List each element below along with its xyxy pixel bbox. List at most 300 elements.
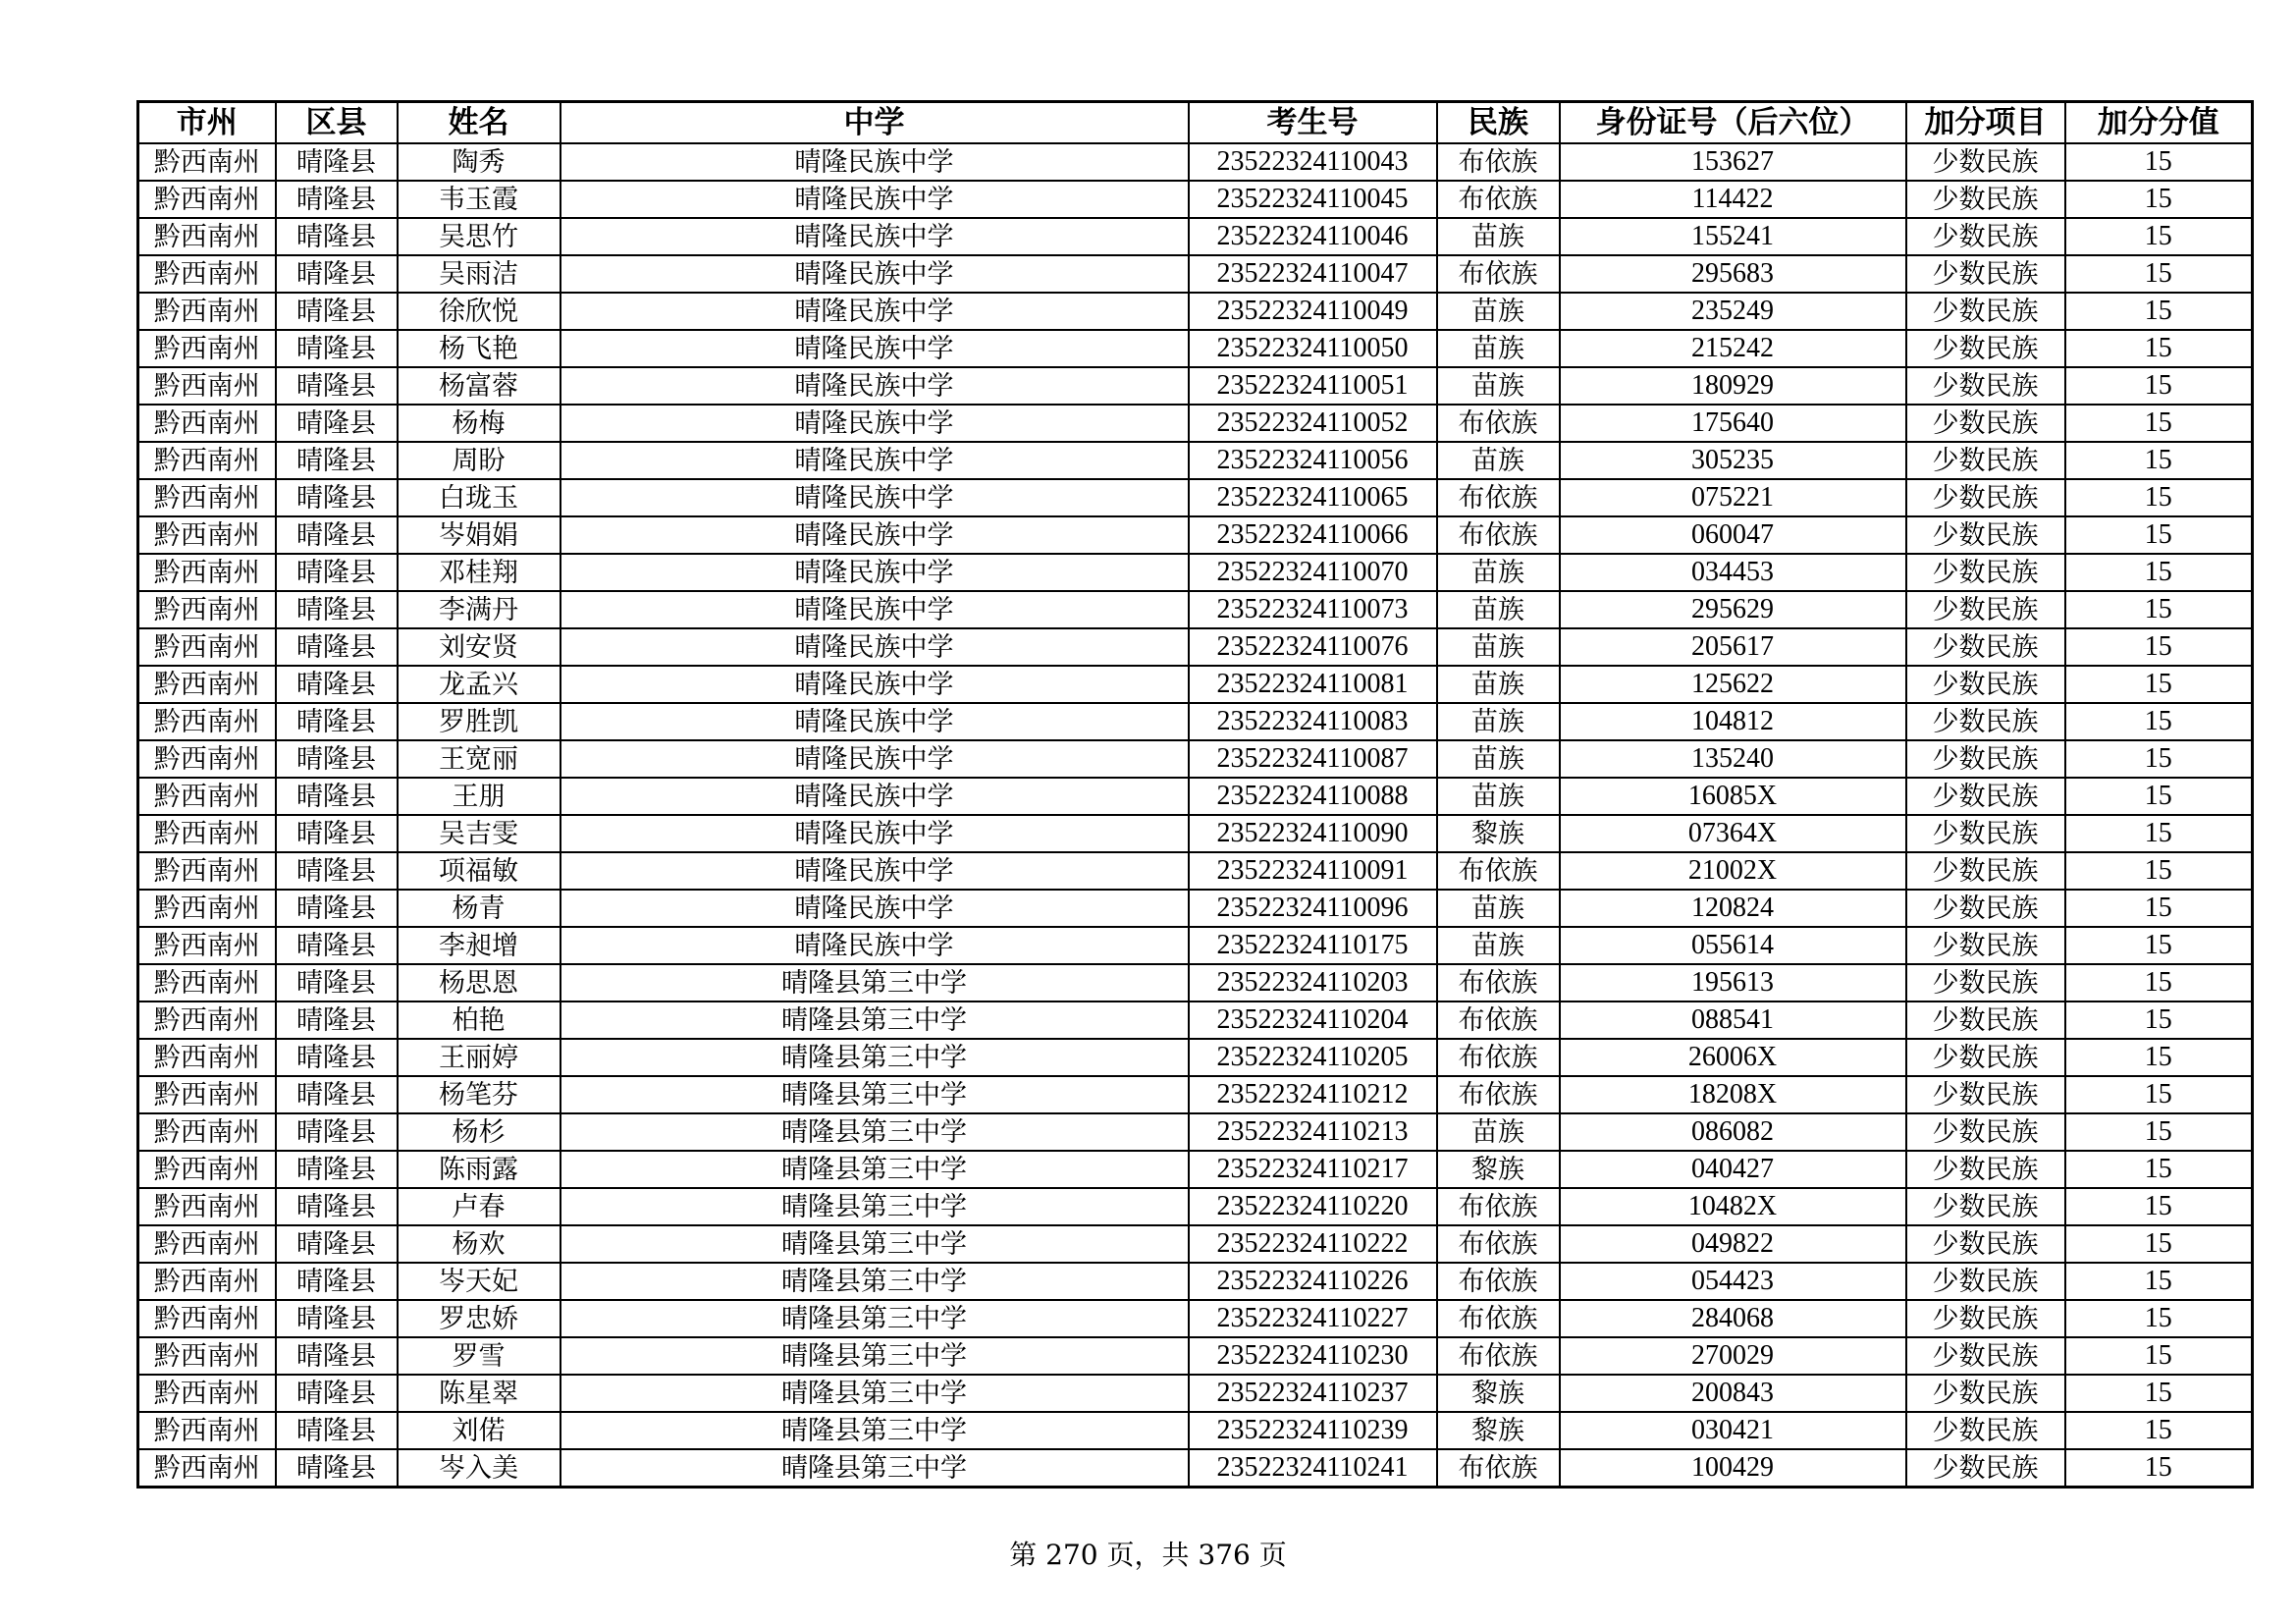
cell-county: 晴隆县 [276,591,398,628]
cell-ethnicity: 苗族 [1437,293,1560,330]
cell-id-suffix: 205617 [1560,628,1906,666]
cell-id-suffix: 270029 [1560,1337,1906,1375]
cell-city: 黔西南州 [138,815,276,852]
cell-county: 晴隆县 [276,554,398,591]
cell-exam-number: 23522324110049 [1189,293,1437,330]
cell-exam-number: 23522324110052 [1189,405,1437,442]
cell-school: 晴隆民族中学 [561,405,1189,442]
cell-school: 晴隆县第三中学 [561,1113,1189,1151]
table-row [138,1225,2253,1263]
cell-county: 晴隆县 [276,516,398,554]
cell-id-suffix: 180929 [1560,367,1906,405]
cell-county: 晴隆县 [276,815,398,852]
cell-city: 黔西南州 [138,890,276,927]
cell-name: 岑天妃 [398,1263,561,1300]
cell-bonus-score: 15 [2065,666,2253,703]
cell-bonus-item: 少数民族 [1906,1412,2065,1449]
cell-school: 晴隆民族中学 [561,852,1189,890]
cell-name: 柏艳 [398,1001,561,1039]
cell-ethnicity: 苗族 [1437,890,1560,927]
cell-bonus-score: 15 [2065,1375,2253,1412]
cell-bonus-item: 少数民族 [1906,330,2065,367]
cell-county: 晴隆县 [276,1263,398,1300]
table-row [138,1412,2253,1449]
cell-school: 晴隆县第三中学 [561,1337,1189,1375]
cell-id-suffix: 07364X [1560,815,1906,852]
cell-ethnicity: 苗族 [1437,666,1560,703]
cell-id-suffix: 114422 [1560,181,1906,218]
cell-county: 晴隆县 [276,330,398,367]
cell-ethnicity: 布依族 [1437,405,1560,442]
cell-bonus-score: 15 [2065,1225,2253,1263]
cell-id-suffix: 21002X [1560,852,1906,890]
cell-ethnicity: 布依族 [1437,255,1560,293]
cell-name: 邓桂翔 [398,554,561,591]
cell-bonus-score: 15 [2065,1151,2253,1188]
cell-id-suffix: 040427 [1560,1151,1906,1188]
cell-exam-number: 23522324110175 [1189,927,1437,964]
cell-ethnicity: 苗族 [1437,330,1560,367]
cell-ethnicity: 黎族 [1437,1412,1560,1449]
table-row [138,890,2253,927]
column-header-ethnicity: 民族 [1437,102,1560,144]
cell-exam-number: 23522324110056 [1189,442,1437,479]
cell-exam-number: 23522324110226 [1189,1263,1437,1300]
cell-city: 黔西南州 [138,927,276,964]
cell-id-suffix: 284068 [1560,1300,1906,1337]
cell-county: 晴隆县 [276,1337,398,1375]
cell-name: 陈雨露 [398,1151,561,1188]
cell-exam-number: 23522324110241 [1189,1449,1437,1488]
cell-bonus-item: 少数民族 [1906,964,2065,1001]
cell-county: 晴隆县 [276,1076,398,1113]
cell-bonus-item: 少数民族 [1906,405,2065,442]
cell-bonus-item: 少数民族 [1906,628,2065,666]
cell-name: 杨飞艳 [398,330,561,367]
table-row [138,1001,2253,1039]
cell-bonus-score: 15 [2065,1188,2253,1225]
table-row [138,181,2253,218]
cell-bonus-item: 少数民族 [1906,815,2065,852]
cell-ethnicity: 布依族 [1437,964,1560,1001]
cell-exam-number: 23522324110096 [1189,890,1437,927]
cell-school: 晴隆民族中学 [561,591,1189,628]
cell-exam-number: 23522324110227 [1189,1300,1437,1337]
cell-id-suffix: 175640 [1560,405,1906,442]
cell-school: 晴隆县第三中学 [561,1188,1189,1225]
cell-city: 黔西南州 [138,255,276,293]
table-row [138,1375,2253,1412]
cell-name: 陶秀 [398,143,561,181]
cell-id-suffix: 153627 [1560,143,1906,181]
cell-county: 晴隆县 [276,367,398,405]
cell-city: 黔西南州 [138,778,276,815]
cell-id-suffix: 305235 [1560,442,1906,479]
cell-id-suffix: 100429 [1560,1449,1906,1488]
cell-bonus-item: 少数民族 [1906,778,2065,815]
cell-name: 岑娟娟 [398,516,561,554]
cell-bonus-item: 少数民族 [1906,591,2065,628]
cell-ethnicity: 苗族 [1437,703,1560,740]
cell-bonus-score: 15 [2065,964,2253,1001]
cell-ethnicity: 苗族 [1437,554,1560,591]
cell-city: 黔西南州 [138,479,276,516]
cell-exam-number: 23522324110090 [1189,815,1437,852]
cell-school: 晴隆县第三中学 [561,1263,1189,1300]
cell-bonus-score: 15 [2065,1263,2253,1300]
table-row [138,293,2253,330]
cell-city: 黔西南州 [138,143,276,181]
cell-bonus-score: 15 [2065,927,2253,964]
cell-city: 黔西南州 [138,666,276,703]
cell-county: 晴隆县 [276,1113,398,1151]
cell-county: 晴隆县 [276,1188,398,1225]
cell-ethnicity: 苗族 [1437,591,1560,628]
table-row [138,740,2253,778]
cell-ethnicity: 苗族 [1437,367,1560,405]
cell-county: 晴隆县 [276,703,398,740]
column-header-school: 中学 [561,102,1189,144]
cell-bonus-score: 15 [2065,740,2253,778]
cell-bonus-item: 少数民族 [1906,1151,2065,1188]
cell-county: 晴隆县 [276,666,398,703]
cell-county: 晴隆县 [276,1300,398,1337]
table-row [138,1300,2253,1337]
cell-ethnicity: 苗族 [1437,442,1560,479]
cell-school: 晴隆民族中学 [561,666,1189,703]
cell-bonus-item: 少数民族 [1906,554,2065,591]
cell-ethnicity: 布依族 [1437,516,1560,554]
cell-id-suffix: 104812 [1560,703,1906,740]
cell-school: 晴隆县第三中学 [561,964,1189,1001]
cell-name: 吴雨洁 [398,255,561,293]
cell-county: 晴隆县 [276,255,398,293]
cell-city: 黔西南州 [138,628,276,666]
cell-city: 黔西南州 [138,1300,276,1337]
cell-city: 黔西南州 [138,516,276,554]
cell-exam-number: 23522324110212 [1189,1076,1437,1113]
cell-bonus-score: 15 [2065,1300,2253,1337]
cell-school: 晴隆县第三中学 [561,1449,1189,1488]
cell-school: 晴隆民族中学 [561,442,1189,479]
cell-bonus-item: 少数民族 [1906,218,2065,255]
cell-city: 黔西南州 [138,367,276,405]
cell-school: 晴隆民族中学 [561,927,1189,964]
table-row [138,1188,2253,1225]
cell-bonus-item: 少数民族 [1906,1188,2065,1225]
cell-name: 项福敏 [398,852,561,890]
column-header-bonus-score: 加分分值 [2065,102,2253,144]
cell-name: 刘偌 [398,1412,561,1449]
cell-city: 黔西南州 [138,964,276,1001]
table-row [138,218,2253,255]
cell-ethnicity: 布依族 [1437,479,1560,516]
cell-exam-number: 23522324110065 [1189,479,1437,516]
cell-bonus-score: 15 [2065,1113,2253,1151]
table-row [138,1151,2253,1188]
cell-id-suffix: 030421 [1560,1412,1906,1449]
cell-name: 刘安贤 [398,628,561,666]
cell-bonus-score: 15 [2065,143,2253,181]
cell-name: 罗雪 [398,1337,561,1375]
cell-bonus-item: 少数民族 [1906,1449,2065,1488]
cell-bonus-score: 15 [2065,815,2253,852]
cell-bonus-item: 少数民族 [1906,1263,2065,1300]
cell-id-suffix: 16085X [1560,778,1906,815]
cell-bonus-item: 少数民族 [1906,1375,2065,1412]
score-bonus-table [136,100,2254,1489]
cell-school: 晴隆民族中学 [561,218,1189,255]
cell-bonus-score: 15 [2065,405,2253,442]
cell-bonus-item: 少数民族 [1906,890,2065,927]
cell-city: 黔西南州 [138,1113,276,1151]
cell-name: 王朋 [398,778,561,815]
column-header-id-suffix: 身份证号（后六位） [1560,102,1906,144]
table-row [138,1449,2253,1488]
table-row [138,927,2253,964]
column-header-bonus-item: 加分项目 [1906,102,2065,144]
cell-city: 黔西南州 [138,703,276,740]
cell-county: 晴隆县 [276,293,398,330]
cell-id-suffix: 195613 [1560,964,1906,1001]
cell-county: 晴隆县 [276,1412,398,1449]
cell-name: 龙孟兴 [398,666,561,703]
cell-county: 晴隆县 [276,1151,398,1188]
cell-name: 周盼 [398,442,561,479]
cell-school: 晴隆民族中学 [561,628,1189,666]
cell-bonus-item: 少数民族 [1906,516,2065,554]
cell-id-suffix: 235249 [1560,293,1906,330]
cell-city: 黔西南州 [138,1188,276,1225]
cell-id-suffix: 295683 [1560,255,1906,293]
cell-bonus-score: 15 [2065,255,2253,293]
cell-bonus-score: 15 [2065,554,2253,591]
cell-city: 黔西南州 [138,852,276,890]
cell-bonus-score: 15 [2065,890,2253,927]
table-row [138,516,2253,554]
cell-ethnicity: 布依族 [1437,852,1560,890]
cell-bonus-item: 少数民族 [1906,1300,2065,1337]
cell-city: 黔西南州 [138,218,276,255]
table-row [138,1263,2253,1300]
cell-county: 晴隆县 [276,1001,398,1039]
cell-ethnicity: 苗族 [1437,740,1560,778]
cell-bonus-score: 15 [2065,181,2253,218]
cell-school: 晴隆县第三中学 [561,1151,1189,1188]
cell-name: 杨思恩 [398,964,561,1001]
cell-ethnicity: 布依族 [1437,181,1560,218]
cell-exam-number: 23522324110066 [1189,516,1437,554]
cell-name: 杨青 [398,890,561,927]
cell-bonus-item: 少数民族 [1906,143,2065,181]
cell-exam-number: 23522324110087 [1189,740,1437,778]
cell-bonus-item: 少数民族 [1906,255,2065,293]
cell-name: 杨杉 [398,1113,561,1151]
cell-name: 李昶增 [398,927,561,964]
cell-county: 晴隆县 [276,964,398,1001]
cell-ethnicity: 黎族 [1437,1375,1560,1412]
cell-exam-number: 23522324110091 [1189,852,1437,890]
cell-bonus-score: 15 [2065,852,2253,890]
cell-name: 杨笔芬 [398,1076,561,1113]
cell-bonus-score: 15 [2065,591,2253,628]
cell-bonus-item: 少数民族 [1906,852,2065,890]
cell-city: 黔西南州 [138,554,276,591]
table-row [138,554,2253,591]
cell-exam-number: 23522324110237 [1189,1375,1437,1412]
cell-city: 黔西南州 [138,1375,276,1412]
cell-ethnicity: 苗族 [1437,218,1560,255]
cell-id-suffix: 060047 [1560,516,1906,554]
cell-county: 晴隆县 [276,778,398,815]
cell-bonus-item: 少数民族 [1906,479,2065,516]
cell-city: 黔西南州 [138,1337,276,1375]
cell-ethnicity: 布依族 [1437,1001,1560,1039]
cell-exam-number: 23522324110088 [1189,778,1437,815]
cell-bonus-item: 少数民族 [1906,1001,2065,1039]
cell-name: 王丽婷 [398,1039,561,1076]
table-row [138,442,2253,479]
cell-exam-number: 23522324110203 [1189,964,1437,1001]
cell-ethnicity: 布依族 [1437,1188,1560,1225]
table-row [138,479,2253,516]
cell-id-suffix: 10482X [1560,1188,1906,1225]
cell-bonus-item: 少数民族 [1906,1039,2065,1076]
cell-bonus-score: 15 [2065,479,2253,516]
cell-id-suffix: 295629 [1560,591,1906,628]
table-row [138,330,2253,367]
cell-school: 晴隆县第三中学 [561,1412,1189,1449]
cell-exam-number: 23522324110217 [1189,1151,1437,1188]
cell-id-suffix: 155241 [1560,218,1906,255]
cell-ethnicity: 布依族 [1437,1300,1560,1337]
cell-bonus-score: 15 [2065,218,2253,255]
cell-bonus-score: 15 [2065,1412,2253,1449]
cell-ethnicity: 布依族 [1437,1449,1560,1488]
cell-county: 晴隆县 [276,1375,398,1412]
cell-ethnicity: 苗族 [1437,1113,1560,1151]
cell-bonus-score: 15 [2065,293,2253,330]
cell-county: 晴隆县 [276,218,398,255]
cell-school: 晴隆民族中学 [561,367,1189,405]
cell-school: 晴隆民族中学 [561,293,1189,330]
cell-ethnicity: 苗族 [1437,778,1560,815]
cell-school: 晴隆民族中学 [561,554,1189,591]
cell-exam-number: 23522324110046 [1189,218,1437,255]
cell-ethnicity: 布依族 [1437,1039,1560,1076]
cell-bonus-item: 少数民族 [1906,1113,2065,1151]
cell-id-suffix: 215242 [1560,330,1906,367]
cell-bonus-score: 15 [2065,516,2253,554]
cell-id-suffix: 125622 [1560,666,1906,703]
table-row [138,143,2253,181]
cell-city: 黔西南州 [138,1001,276,1039]
cell-school: 晴隆民族中学 [561,740,1189,778]
table-row [138,852,2253,890]
cell-bonus-item: 少数民族 [1906,181,2065,218]
cell-city: 黔西南州 [138,181,276,218]
cell-name: 卢春 [398,1188,561,1225]
table-row [138,778,2253,815]
cell-id-suffix: 200843 [1560,1375,1906,1412]
cell-county: 晴隆县 [276,628,398,666]
cell-bonus-item: 少数民族 [1906,703,2065,740]
cell-exam-number: 23522324110076 [1189,628,1437,666]
page-footer: 第 270 页，共 376 页 [1009,1539,1287,1571]
cell-school: 晴隆民族中学 [561,815,1189,852]
cell-name: 罗忠娇 [398,1300,561,1337]
cell-exam-number: 23522324110204 [1189,1001,1437,1039]
cell-exam-number: 23522324110045 [1189,181,1437,218]
cell-ethnicity: 苗族 [1437,628,1560,666]
cell-exam-number: 23522324110070 [1189,554,1437,591]
cell-bonus-item: 少数民族 [1906,442,2065,479]
cell-city: 黔西南州 [138,1263,276,1300]
table-row [138,1113,2253,1151]
cell-exam-number: 23522324110073 [1189,591,1437,628]
cell-city: 黔西南州 [138,1225,276,1263]
cell-bonus-score: 15 [2065,1449,2253,1488]
column-header-city: 市州 [138,102,276,144]
cell-exam-number: 23522324110239 [1189,1412,1437,1449]
cell-city: 黔西南州 [138,740,276,778]
cell-name: 王宽丽 [398,740,561,778]
cell-exam-number: 23522324110222 [1189,1225,1437,1263]
cell-exam-number: 23522324110051 [1189,367,1437,405]
cell-exam-number: 23522324110213 [1189,1113,1437,1151]
cell-id-suffix: 049822 [1560,1225,1906,1263]
cell-ethnicity: 黎族 [1437,815,1560,852]
table-row [138,405,2253,442]
cell-county: 晴隆县 [276,1449,398,1488]
cell-city: 黔西南州 [138,330,276,367]
cell-name: 杨富蓉 [398,367,561,405]
cell-ethnicity: 布依族 [1437,1225,1560,1263]
cell-bonus-item: 少数民族 [1906,367,2065,405]
cell-name: 徐欣悦 [398,293,561,330]
cell-exam-number: 23522324110205 [1189,1039,1437,1076]
cell-bonus-score: 15 [2065,628,2253,666]
cell-ethnicity: 黎族 [1437,1151,1560,1188]
cell-bonus-score: 15 [2065,1039,2253,1076]
table-row [138,1337,2253,1375]
cell-county: 晴隆县 [276,740,398,778]
cell-county: 晴隆县 [276,890,398,927]
cell-school: 晴隆民族中学 [561,181,1189,218]
table-row [138,628,2253,666]
cell-bonus-item: 少数民族 [1906,1076,2065,1113]
cell-exam-number: 23522324110050 [1189,330,1437,367]
table-row [138,1076,2253,1113]
column-header-exam-number: 考生号 [1189,102,1437,144]
cell-county: 晴隆县 [276,143,398,181]
column-header-name: 姓名 [398,102,561,144]
table-row [138,255,2253,293]
cell-city: 黔西南州 [138,1151,276,1188]
cell-name: 白珑玉 [398,479,561,516]
cell-school: 晴隆县第三中学 [561,1001,1189,1039]
cell-school: 晴隆民族中学 [561,703,1189,740]
table-row [138,591,2253,628]
cell-exam-number: 23522324110081 [1189,666,1437,703]
cell-county: 晴隆县 [276,852,398,890]
cell-id-suffix: 086082 [1560,1113,1906,1151]
cell-bonus-item: 少数民族 [1906,1337,2065,1375]
cell-bonus-item: 少数民族 [1906,740,2065,778]
cell-school: 晴隆县第三中学 [561,1076,1189,1113]
cell-city: 黔西南州 [138,1412,276,1449]
cell-id-suffix: 075221 [1560,479,1906,516]
